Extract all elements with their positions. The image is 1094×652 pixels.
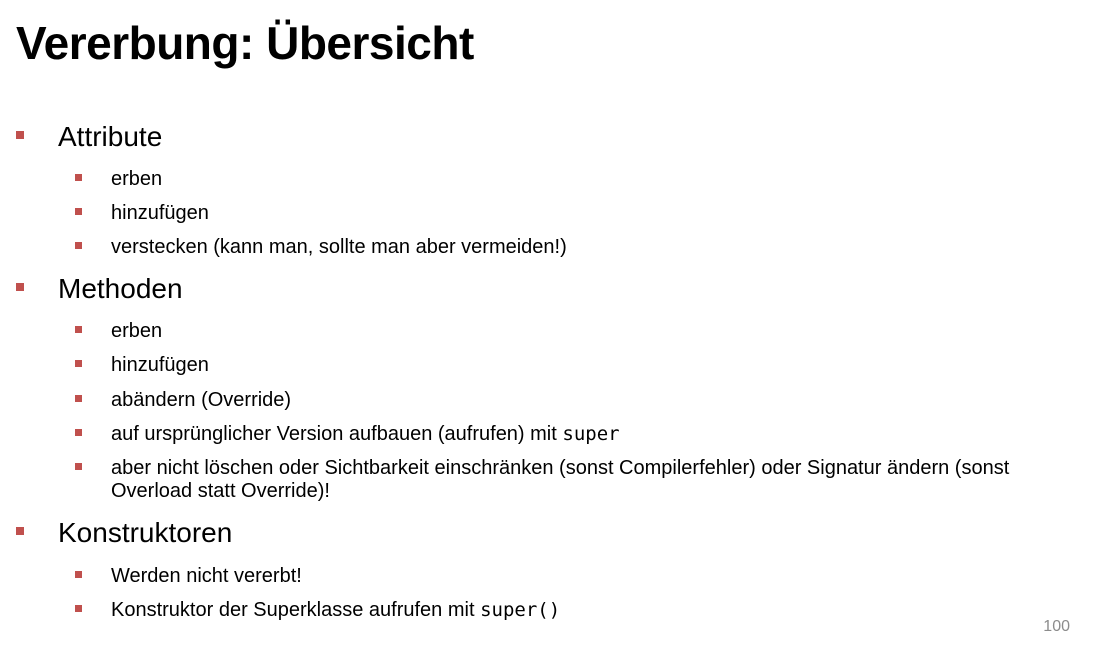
list-item-text: hinzufügen (111, 202, 209, 224)
square-bullet-icon (75, 395, 82, 402)
list-item-text: Konstruktor der Superklasse aufrufen mit (111, 599, 481, 621)
section-label: Attribute (58, 121, 163, 152)
list-item-text-with-code (111, 599, 1051, 622)
square-bullet-icon (75, 429, 82, 436)
list-item-text: erben (111, 320, 163, 342)
page-number: 100 (1043, 618, 1070, 635)
square-bullet-icon (75, 242, 82, 249)
slide-title: Vererbung: Übersicht (16, 17, 474, 69)
square-bullet-icon (75, 463, 82, 470)
list-item-text: erben (111, 168, 163, 190)
list-item-text: verstecken (kann man, sollte man aber vermeiden!) (111, 236, 567, 258)
square-bullet-icon (16, 131, 24, 139)
square-bullet-icon (75, 605, 82, 612)
list-item-text: hinzufügen (111, 354, 209, 376)
list-item-text: abändern (Override) (111, 389, 292, 411)
list-item-text: auf ursprünglicher Version aufbauen (aufrufen) mit (111, 423, 563, 445)
list-item-text: aber nicht löschen oder Sichtbarkeit einschränken (sonst Compilerfehler) oder Signatur ändern (sonst Overload statt Override)! (111, 457, 1010, 502)
square-bullet-icon (75, 208, 82, 215)
square-bullet-icon (16, 283, 24, 291)
square-bullet-icon (75, 326, 82, 333)
square-bullet-icon (75, 360, 82, 367)
code-snippet: super (562, 423, 620, 445)
code-snippet: super() (480, 599, 561, 621)
square-bullet-icon (75, 174, 82, 181)
square-bullet-icon (75, 571, 82, 578)
list-item-text-with-code (111, 423, 1051, 446)
section-label: Konstruktoren (58, 517, 233, 548)
list-item-text: Werden nicht vererbt! (111, 565, 302, 587)
section-label: Methoden (58, 273, 183, 304)
square-bullet-icon (16, 527, 24, 535)
